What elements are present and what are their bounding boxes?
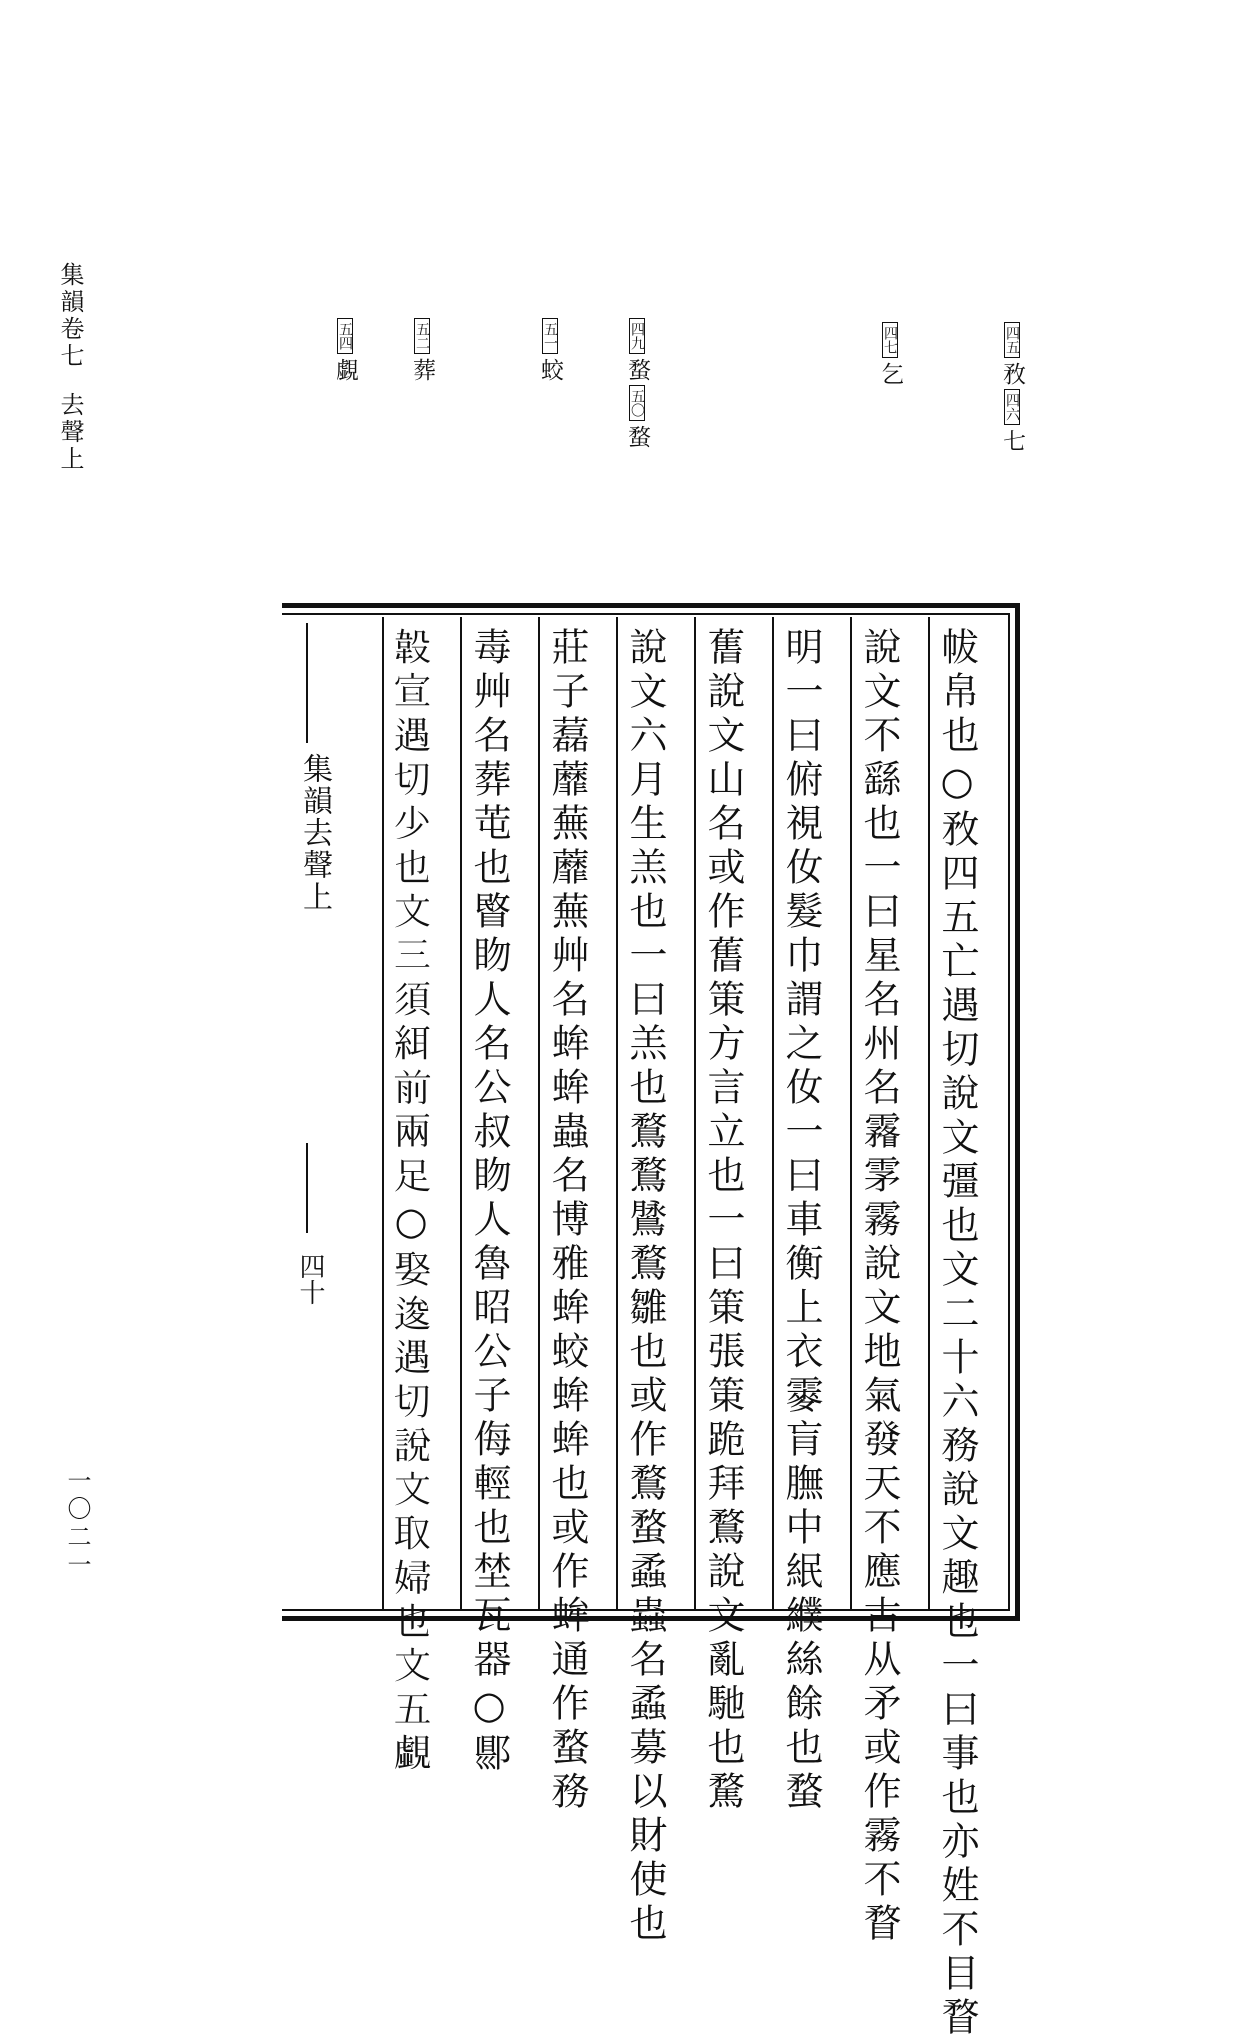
note-char: 蛟 <box>537 358 563 383</box>
block-center-title: 集韻去聲上 <box>297 753 332 913</box>
note-number: 四六 <box>1004 389 1020 425</box>
note-char: 敄 <box>999 362 1025 387</box>
collation-note-column <box>625 316 662 450</box>
column-rule <box>694 617 696 1609</box>
woodblock-page <box>282 603 1020 2041</box>
note-number: 四九 <box>629 318 645 354</box>
text-column: 𦾔說文山名或作𦾔䇿方言立也一曰䇿張䇿跪拜鶩說文亂馳也騖 <box>701 627 746 1815</box>
collation-note <box>999 387 1025 454</box>
collation-note-column <box>410 316 447 383</box>
note-char: 蝥 <box>624 358 650 383</box>
collation-note-column <box>333 316 370 383</box>
collation-note <box>624 383 650 450</box>
note-number: 五四 <box>337 318 353 354</box>
running-head <box>58 262 82 473</box>
note-number: 五〇 <box>629 385 645 421</box>
text-column: 毒艸名葬芚也睯䀛人名公叔䀛人魯昭公子侮輕也埜瓦器○郻 <box>467 627 512 1777</box>
note-char: 覷 <box>332 358 358 383</box>
note-number: 四五 <box>1004 322 1020 358</box>
text-column: 說文六月生羔也一曰羔也鶩鶩䳮鶩雛也或作鶩蝥蟊蟲名蟊募以財使也 <box>623 627 668 1947</box>
column-rule <box>772 617 774 1609</box>
block-center <box>292 753 332 1613</box>
collation-note <box>624 316 650 383</box>
collation-note-column <box>878 320 915 387</box>
text-column: 莊子藞蘼蕪蘼蕪艸名蛑蛑蟲名博雅蛑蛟蛑蛑也或作蛑通作蝥務 <box>545 627 590 1815</box>
text-column: 說文不繇也一曰星名州名霿雺霧說文地氣發天不應古从矛或作霧不瞀 <box>857 627 902 1947</box>
note-number: 四七 <box>882 322 898 358</box>
collation-note <box>999 320 1025 387</box>
collation-note <box>537 316 563 383</box>
collation-note <box>877 320 903 387</box>
section-title: 去聲上 <box>56 392 84 473</box>
column-rule <box>460 617 462 1609</box>
note-number: 五一 <box>542 318 558 354</box>
collation-note <box>332 316 358 383</box>
page-number: 一〇二一 <box>63 1468 91 1580</box>
note-char: 蝥 <box>624 425 650 450</box>
block-center-line <box>306 1143 308 1233</box>
note-char: 乞 <box>877 362 903 387</box>
text-column: 𣪡宣遇切少也文三須䋙前兩足○娶逡遇切說文取婦也文五覷 <box>389 627 434 1777</box>
note-number: 五二 <box>414 318 430 354</box>
column-rule <box>382 617 384 1609</box>
block-center-fold: 四十 <box>295 1253 325 1305</box>
text-column: 帗帛也○敄四五亡遇切說文彊也文二十六務說文趣也一曰事也亦姓不目瞀 <box>935 627 980 2041</box>
column-rule <box>538 617 540 1609</box>
note-char: 七 <box>999 429 1025 454</box>
note-char: 葬 <box>409 358 435 383</box>
column-rule <box>850 617 852 1609</box>
block-center-line <box>306 623 308 743</box>
column-rule <box>616 617 618 1609</box>
text-column: 明一曰俯視㚢髮巾謂之㚢一曰車衡上衣䨫肓膴中䋋纀絲餘也蝥 <box>779 627 824 1815</box>
collation-note <box>409 316 435 383</box>
collation-note-column <box>538 316 575 383</box>
column-rule <box>928 617 930 1609</box>
collation-note-column <box>1000 320 1037 454</box>
book-title: 集韻卷七 <box>56 262 84 370</box>
